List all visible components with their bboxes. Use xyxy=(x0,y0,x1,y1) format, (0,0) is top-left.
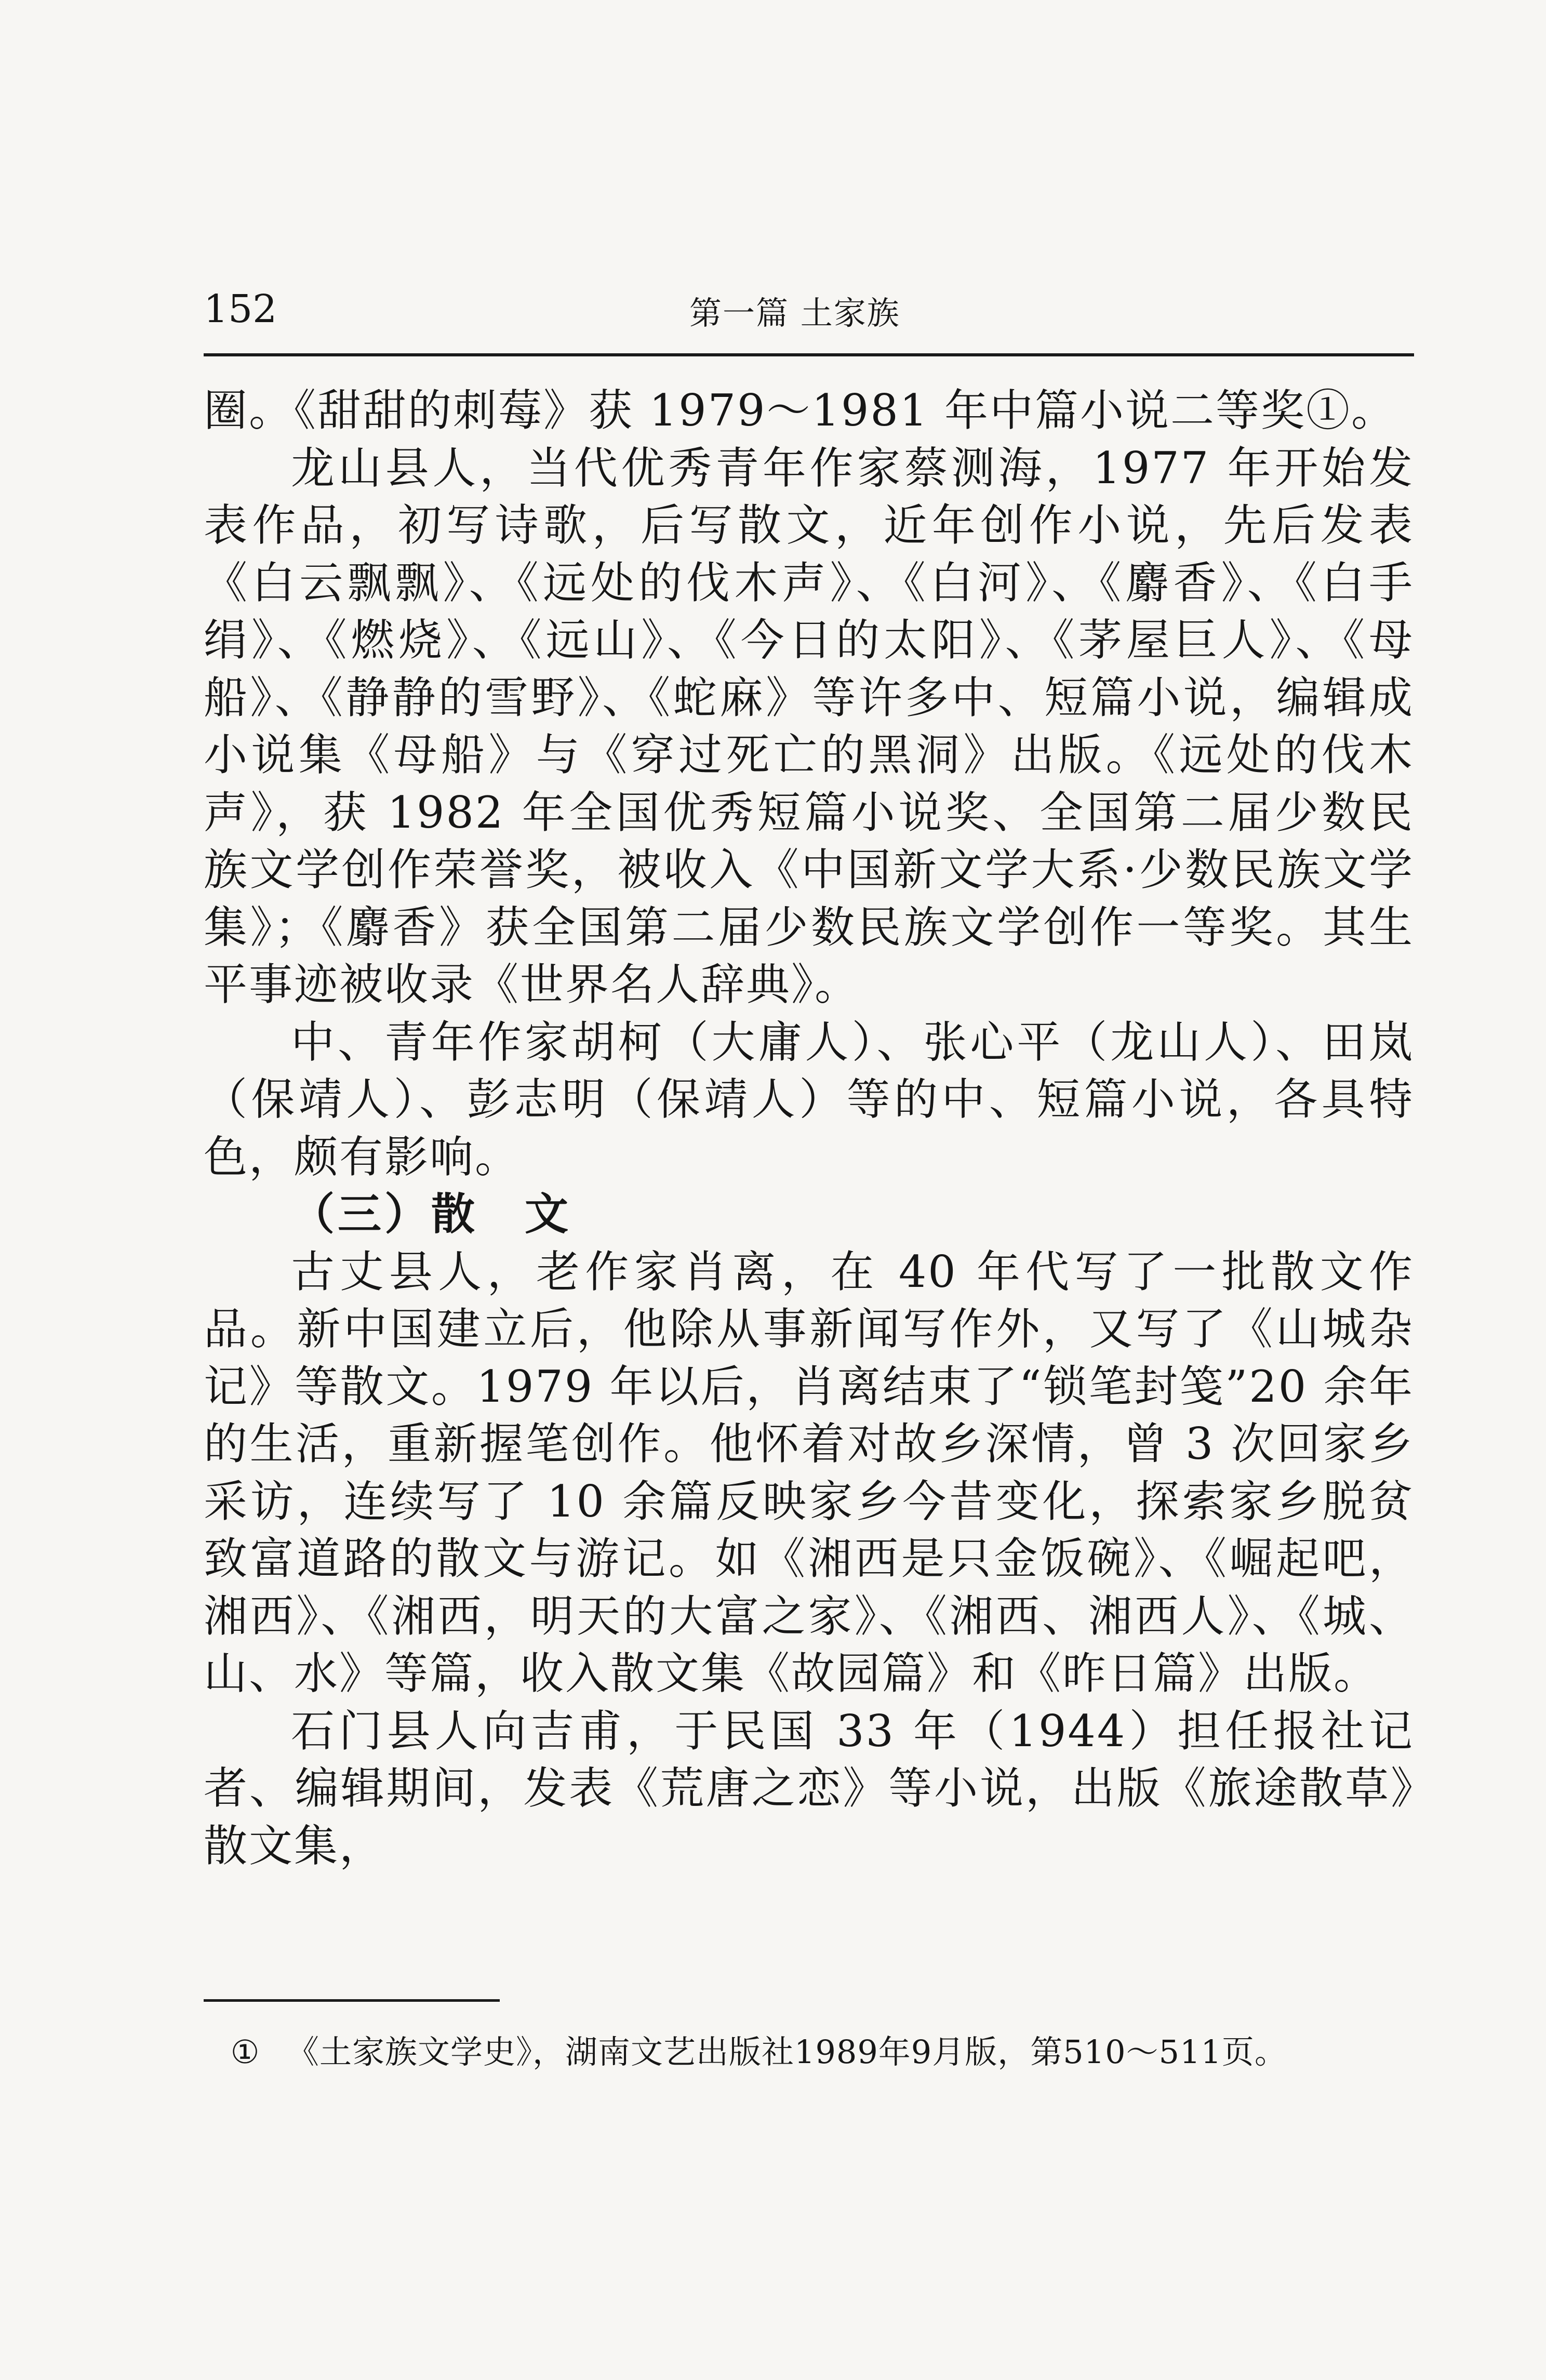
page-header xyxy=(204,283,1414,340)
section-heading-prose: （三）散 文 xyxy=(291,1189,572,1240)
footnote-text: 《土家族文学史》，湖南文艺出版社1989年9月版，第510～511页。 xyxy=(287,2033,1287,2071)
header-rule xyxy=(204,353,1414,356)
paragraph-young-writers: 中、青年作家胡柯（大庸人）、张心平（龙山人）、田岚（保靖人）、彭志明（保靖人）等的中、短篇小说，各具特色，颇有影响。 xyxy=(204,1016,1414,1182)
footnote-rule xyxy=(204,1999,500,2002)
body-text xyxy=(204,382,1414,1874)
page-number: 152 xyxy=(204,287,277,331)
paragraph-cai-cehai: 龙山县人，当代优秀青年作家蔡测海，1977 年开始发表作品，初写诗歌，后写散文，近年创作小说，先后发表《白云飘飘》、《远处的伐木声》、《白河》、《麝香》、《白手绢》、《燃烧》、《远山》、《今日的太阳》、《茅屋巨人》、《母船》、《静静的雪野》、《蛇麻》等许多中、短篇小说，编辑成小说集《母船》与《穿过死亡的黑洞》出版。《远处的伐木声》，获 1982 年全国优秀短篇小说奖、全国第二届少数民族文学创作荣誉奖，被收入《中国新文学大系·少数民族文学集》；《麝香》获全国第二届少数民族文学创作一等奖。其生平事迹被收录《世界名人辞典》。 xyxy=(204,442,1414,1010)
paragraph-continuation: 圈。《甜甜的刺莓》获 1979～1981 年中篇小说二等奖①。 xyxy=(204,385,1396,436)
footnote-marker: ① xyxy=(230,2033,260,2071)
running-head: 第一篇 土家族 xyxy=(689,294,900,332)
footnote xyxy=(204,2029,1414,2076)
paragraph-xiang-jifu: 石门县人向吉甫，于民国 33 年（1944）担任报社记者、编辑期间，发表《荒唐之恋》等小说，出版《旅途散草》散文集， xyxy=(204,1705,1414,1871)
paragraph-xiao-li: 古丈县人，老作家肖离，在 40 年代写了一批散文作品。新中国建立后，他除从事新闻写作外，又写了《山城杂记》等散文。1979 年以后，肖离结束了“锁笔封笺”20 余年的生活，重新握笔创作。他怀着对故乡深情，曾 3 次回家乡采访，连续写了 10 余篇反映家乡今昔变化，探索家乡脱贫致富道路的散文与游记。如《湘西是只金饭碗》、《崛起吧，湘西》、《湘西，明天的大富之家》、《湘西、湘西人》、《城、山、水》等篇，收入散文集《故园篇》和《昨日篇》出版。 xyxy=(204,1246,1414,1699)
